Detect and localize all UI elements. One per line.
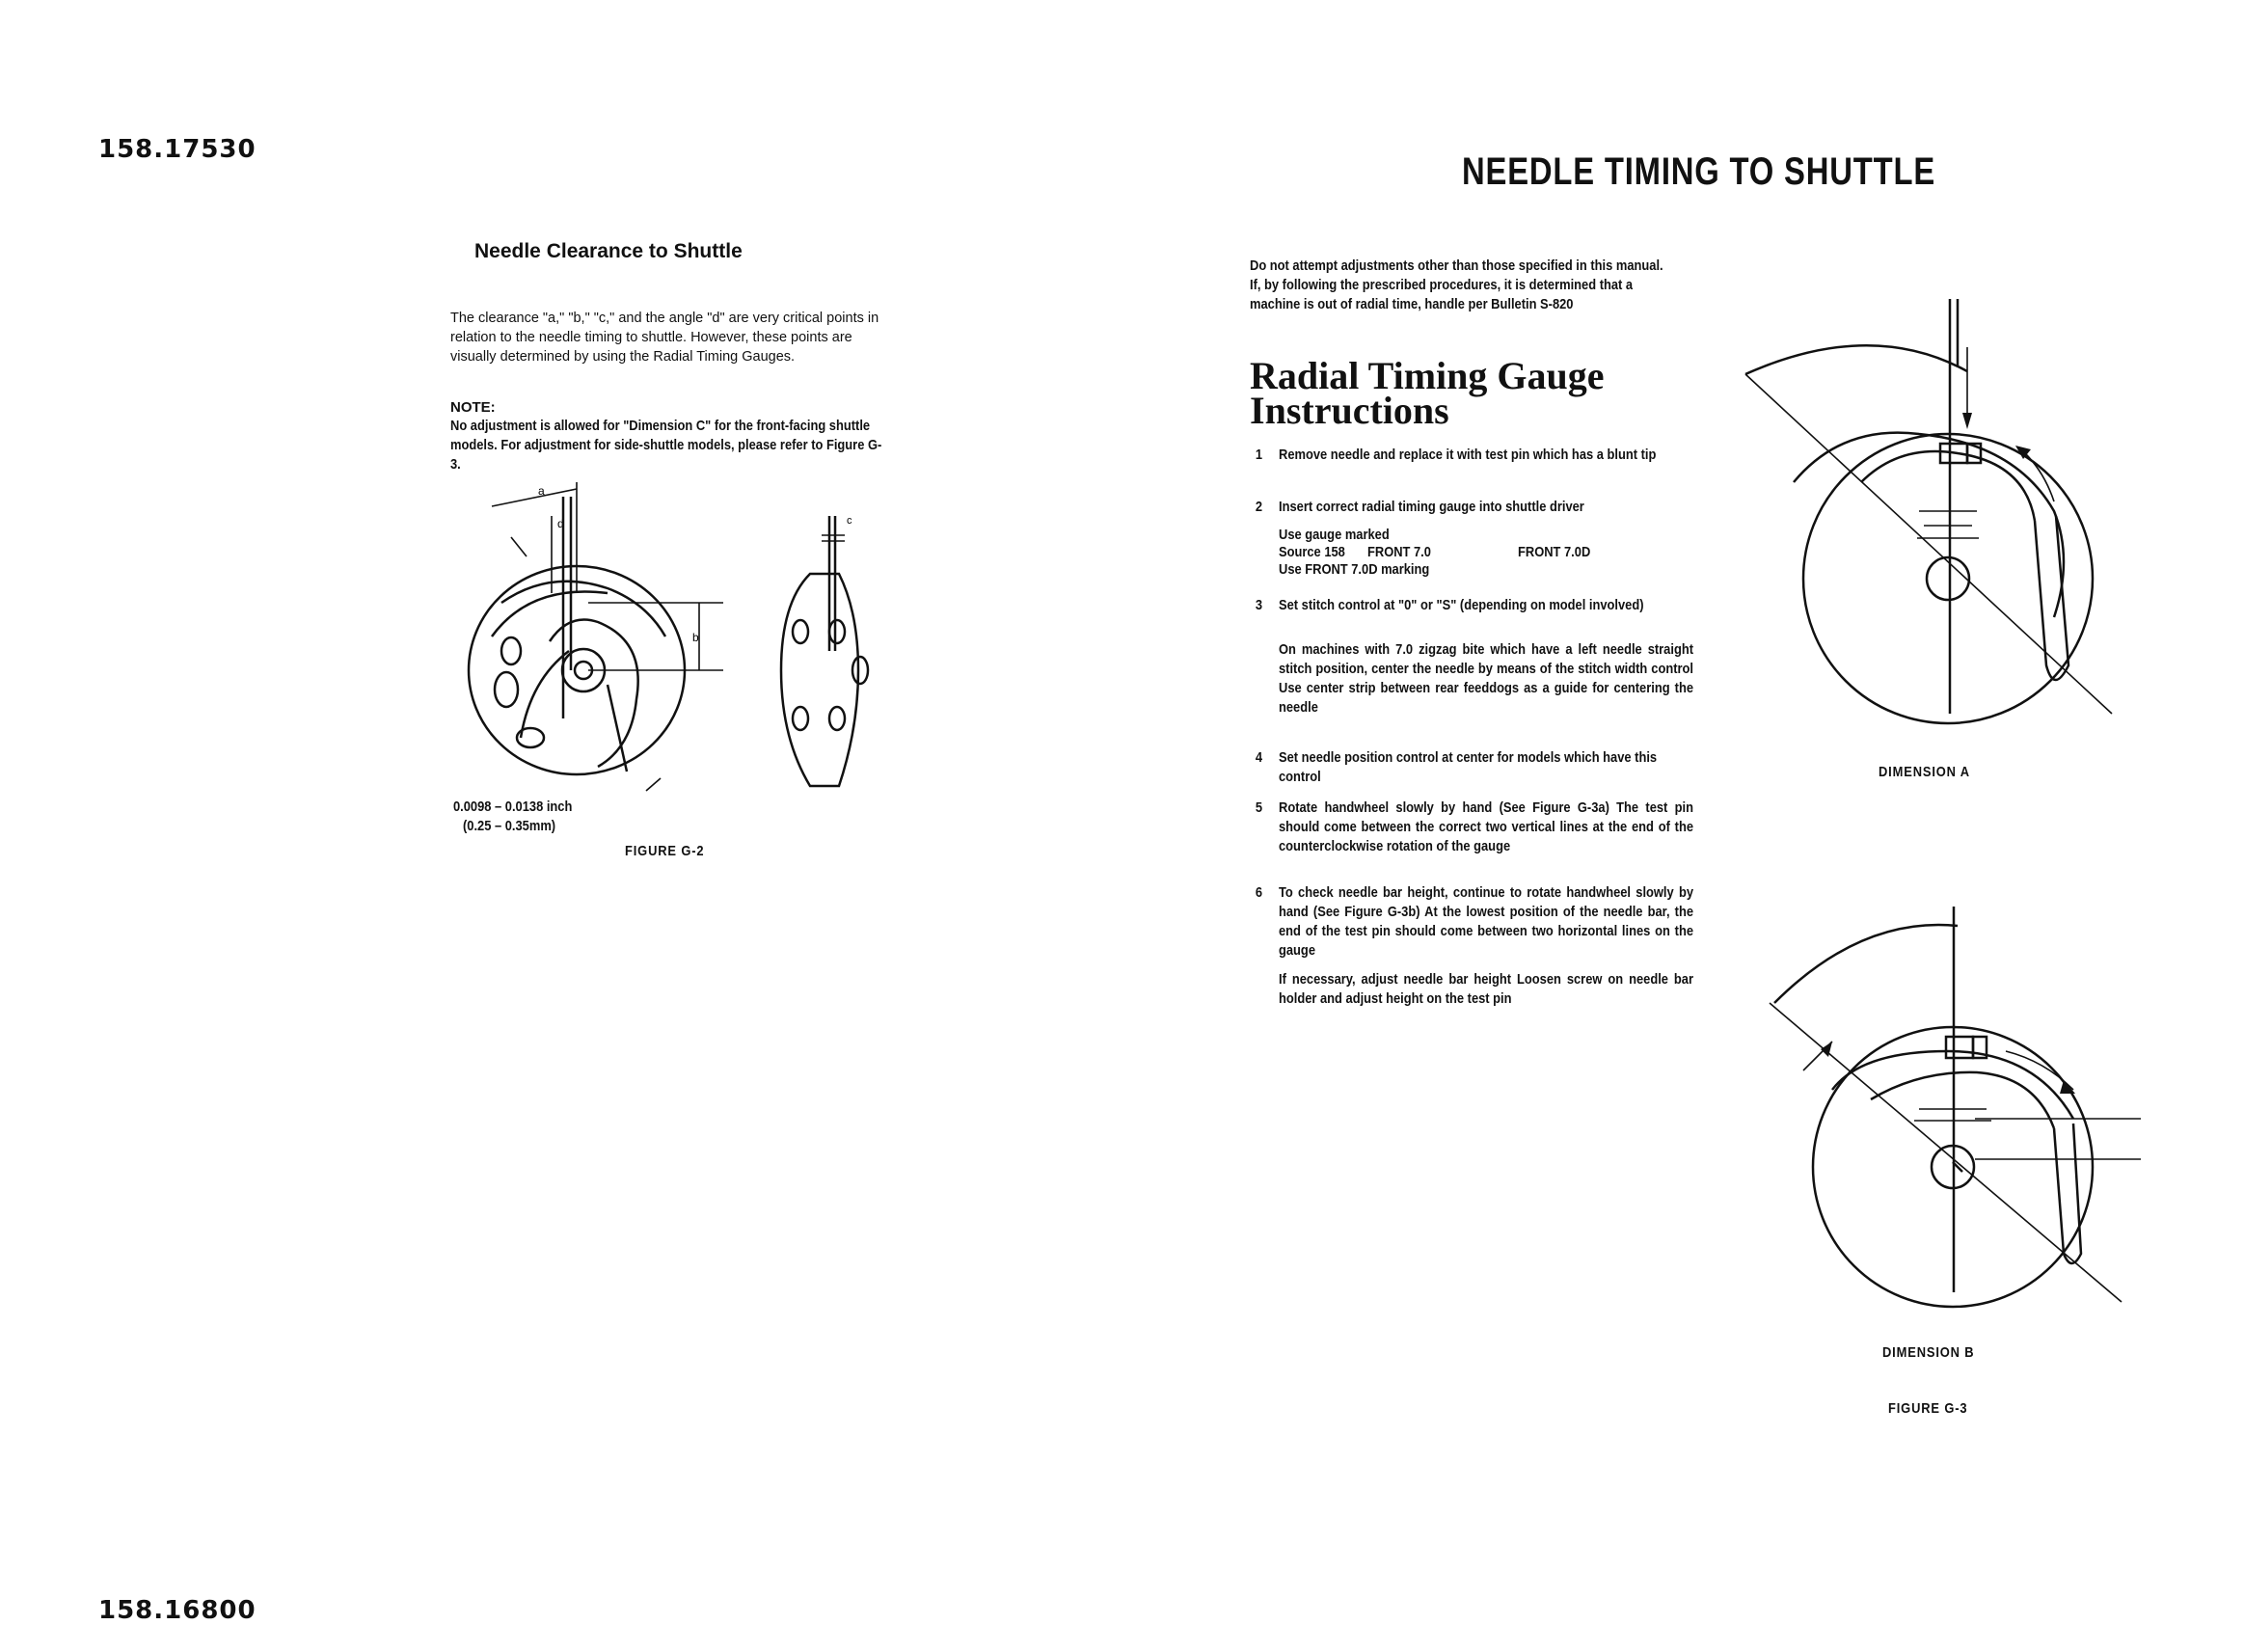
label-c: c (847, 515, 852, 527)
model-number-bottom: 158.16800 (98, 1596, 257, 1625)
radial-title-line1: Radial Timing Gauge (1250, 354, 1605, 397)
step-1-number: 1 (1255, 447, 1263, 463)
step-6-sub: If necessary, adjust needle bar height Loosen screw on needle bar holder and adjust height on the test pin (1279, 971, 1693, 1007)
figure-g3-caption: FIGURE G-3 (1888, 1400, 1968, 1417)
dimension-a-label: DIMENSION A (1879, 764, 1970, 780)
step-1-text: Remove needle and replace it with test pin which has a blunt tip (1279, 447, 1657, 463)
section-title: Needle Clearance to Shuttle (474, 240, 743, 262)
note-label: NOTE: (450, 399, 496, 416)
figure-g2-caption: FIGURE G-2 (625, 843, 705, 859)
dimension-a-diagram (1726, 289, 2131, 733)
step-2-source: Source 158 (1279, 544, 1345, 560)
step-4-number: 4 (1255, 749, 1263, 766)
step-2 (1255, 498, 1693, 517)
step-2-use-marking: Use FRONT 7.0D marking (1279, 561, 1430, 578)
dimension-b-label: DIMENSION B (1882, 1344, 1975, 1361)
step-2-use: Use gauge marked (1279, 527, 1390, 543)
label-a: a (538, 484, 545, 498)
label-d: d (557, 517, 564, 530)
radial-title-line2: Instructions (1250, 389, 1449, 432)
step-5-number: 5 (1255, 799, 1263, 816)
step-3 (1255, 596, 1693, 615)
clearance-paragraph: The clearance "a," "b," "c," and the angle "d" are very critical points in relation to the needle timing to shuttle. However, these points are visually determined by using the Radial Timing Gauges. (450, 311, 879, 365)
step-4 (1255, 748, 1693, 787)
label-b: b (692, 631, 699, 644)
step-2-text: Insert correct radial timing gauge into shuttle driver (1279, 499, 1584, 515)
dimension-b-diagram (1755, 907, 2160, 1312)
step-6-number: 6 (1255, 884, 1263, 901)
note-text: No adjustment is allowed for "Dimension C" for the front-facing shuttle models. For adjustment for side-shuttle models, please refer to Figure G-3. (450, 418, 882, 473)
step-4-text: Set needle position control at center for models which have this control (1279, 749, 1658, 785)
step-3-text: Set stitch control at "0" or "S" (depending on model involved) (1279, 597, 1644, 613)
clearance-mm: (0.25 – 0.35mm) (463, 818, 556, 834)
step-3-sub: On machines with 7.0 zigzag bite which have a left needle straight stitch position, center the needle by means of the stitch width control Use center strip between rear feeddogs as a guide for centering the needle (1279, 641, 1693, 716)
clearance-inch: 0.0098 – 0.0138 inch (453, 799, 573, 815)
step-6 (1255, 883, 1693, 961)
step-2-number: 2 (1255, 499, 1263, 515)
step-6-text: To check needle bar height, continue to rotate handwheel slowly by hand (See Figure G-3b) At the lowest position of the needle bar, the end of the test pin should come between two horizontal lines on the gauge (1279, 884, 1693, 959)
step-3-number: 3 (1255, 597, 1263, 613)
warning-text: Do not attempt adjustments other than those specified in this manual. If, by following the prescribed procedures, it is determined that a machine is out of radial time, handle per Bulletin S-820 (1250, 257, 1663, 312)
page-title: NEEDLE TIMING TO SHUTTLE (1462, 150, 1936, 193)
step-5-text: Rotate handwheel slowly by hand (See Figure G-3a) The test pin should come between the correct two vertical lines at the end of the counterclockwise rotation of the gauge (1279, 799, 1693, 854)
step-2-front1: FRONT 7.0 (1367, 544, 1431, 560)
figure-g2-shuttle-diagram (463, 477, 887, 825)
step-1 (1255, 446, 1693, 465)
step-5 (1255, 799, 1693, 856)
model-number-top: 158.17530 (98, 135, 257, 164)
step-2-front2: FRONT 7.0D (1518, 544, 1591, 560)
